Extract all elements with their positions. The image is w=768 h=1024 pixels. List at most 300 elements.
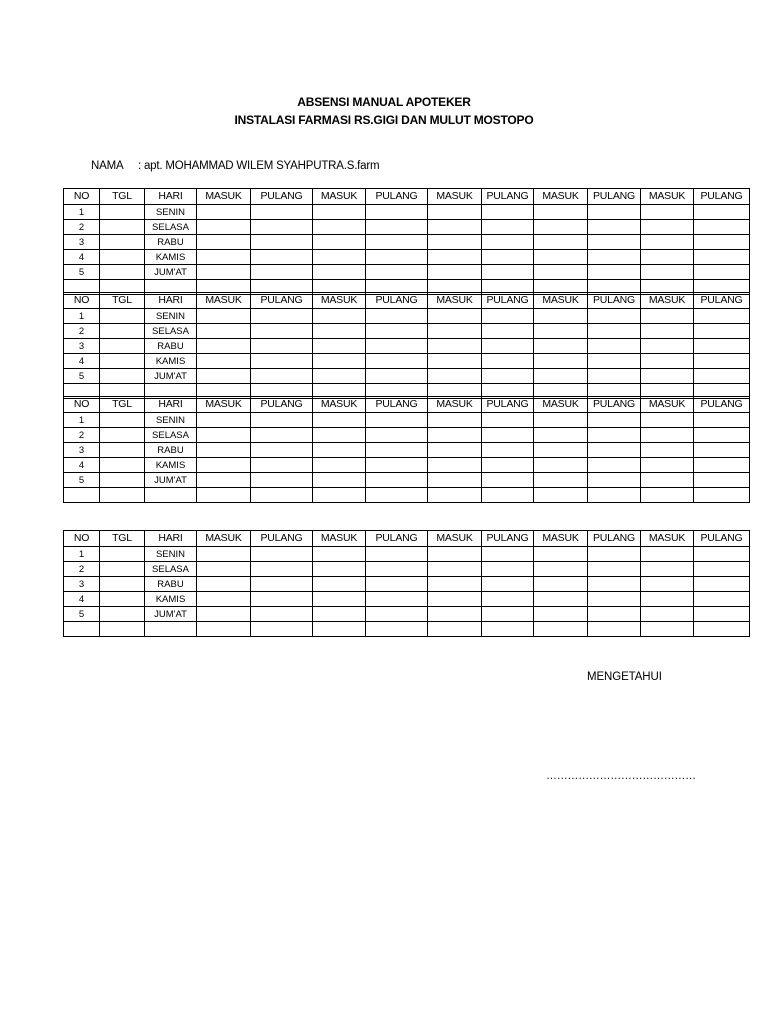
attendance-cell[interactable] xyxy=(694,592,750,607)
attendance-cell[interactable] xyxy=(694,265,750,280)
attendance-cell[interactable] xyxy=(534,265,588,280)
row-day: RABU xyxy=(145,577,197,592)
blank-cell[interactable] xyxy=(100,488,145,503)
attendance-cell[interactable] xyxy=(251,562,313,577)
attendance-cell[interactable] xyxy=(428,339,482,354)
blank-cell[interactable] xyxy=(366,622,428,637)
attendance-cell[interactable] xyxy=(588,547,641,562)
attendance-cell[interactable] xyxy=(588,428,641,443)
attendance-cell[interactable] xyxy=(588,577,641,592)
column-header: MASUK xyxy=(534,397,588,413)
attendance-cell[interactable] xyxy=(641,339,694,354)
attendance-cell[interactable] xyxy=(588,250,641,265)
attendance-cell[interactable] xyxy=(251,205,313,220)
attendance-cell[interactable] xyxy=(366,220,428,235)
attendance-cell[interactable] xyxy=(100,458,145,473)
attendance-cell[interactable] xyxy=(482,265,534,280)
column-header: MASUK xyxy=(641,189,694,205)
attendance-cell[interactable] xyxy=(534,607,588,622)
attendance-cell[interactable] xyxy=(588,458,641,473)
attendance-cell[interactable] xyxy=(313,607,366,622)
attendance-cell[interactable] xyxy=(694,547,750,562)
attendance-cell[interactable] xyxy=(313,220,366,235)
attendance-cell[interactable] xyxy=(588,413,641,428)
attendance-cell[interactable] xyxy=(641,354,694,369)
attendance-cell[interactable] xyxy=(313,235,366,250)
column-header: HARI xyxy=(145,293,197,309)
attendance-cell[interactable] xyxy=(251,577,313,592)
attendance-cell[interactable] xyxy=(534,547,588,562)
document-title: ABSENSI MANUAL APOTEKER xyxy=(297,95,471,109)
column-header: MASUK xyxy=(313,293,366,309)
attendance-cell[interactable] xyxy=(588,562,641,577)
attendance-cell[interactable] xyxy=(428,369,482,384)
attendance-cell[interactable] xyxy=(534,205,588,220)
row-number: 3 xyxy=(64,443,100,458)
attendance-cell[interactable] xyxy=(482,458,534,473)
attendance-cell[interactable] xyxy=(694,428,750,443)
blank-cell[interactable] xyxy=(100,622,145,637)
attendance-cell[interactable] xyxy=(641,205,694,220)
table-row xyxy=(64,220,750,235)
attendance-cell[interactable] xyxy=(313,547,366,562)
table-row xyxy=(64,458,750,473)
attendance-cell[interactable] xyxy=(694,443,750,458)
attendance-cell[interactable] xyxy=(534,473,588,488)
attendance-cell[interactable] xyxy=(100,473,145,488)
attendance-cell[interactable] xyxy=(428,458,482,473)
attendance-cell[interactable] xyxy=(428,309,482,324)
attendance-cell[interactable] xyxy=(482,577,534,592)
attendance-cell[interactable] xyxy=(100,205,145,220)
attendance-cell[interactable] xyxy=(428,473,482,488)
table-row xyxy=(64,547,750,562)
attendance-cell[interactable] xyxy=(588,339,641,354)
attendance-cell[interactable] xyxy=(588,220,641,235)
attendance-cell[interactable] xyxy=(694,473,750,488)
attendance-cell[interactable] xyxy=(100,413,145,428)
attendance-cell[interactable] xyxy=(482,235,534,250)
attendance-cell[interactable] xyxy=(313,369,366,384)
attendance-cell[interactable] xyxy=(482,354,534,369)
attendance-cell[interactable] xyxy=(313,309,366,324)
attendance-cell[interactable] xyxy=(428,265,482,280)
attendance-cell[interactable] xyxy=(534,354,588,369)
attendance-cell[interactable] xyxy=(482,250,534,265)
attendance-cell[interactable] xyxy=(641,458,694,473)
blank-cell[interactable] xyxy=(251,622,313,637)
attendance-cell[interactable] xyxy=(534,309,588,324)
attendance-cell[interactable] xyxy=(366,369,428,384)
attendance-cell[interactable] xyxy=(100,562,145,577)
attendance-cell[interactable] xyxy=(641,547,694,562)
attendance-cell[interactable] xyxy=(197,369,251,384)
attendance-cell[interactable] xyxy=(534,339,588,354)
attendance-cell[interactable] xyxy=(251,458,313,473)
attendance-cell[interactable] xyxy=(694,413,750,428)
attendance-cell[interactable] xyxy=(694,369,750,384)
row-number: 3 xyxy=(64,577,100,592)
attendance-cell[interactable] xyxy=(588,369,641,384)
attendance-cell[interactable] xyxy=(534,250,588,265)
row-day: SENIN xyxy=(145,309,197,324)
attendance-cell[interactable] xyxy=(534,443,588,458)
row-number: 5 xyxy=(64,369,100,384)
attendance-cell[interactable] xyxy=(694,607,750,622)
attendance-cell[interactable] xyxy=(428,607,482,622)
attendance-cell[interactable] xyxy=(313,339,366,354)
attendance-cell[interactable] xyxy=(100,354,145,369)
attendance-cell[interactable] xyxy=(588,324,641,339)
attendance-cell[interactable] xyxy=(197,205,251,220)
attendance-cell[interactable] xyxy=(313,443,366,458)
attendance-cell[interactable] xyxy=(313,562,366,577)
attendance-cell[interactable] xyxy=(197,250,251,265)
attendance-cell[interactable] xyxy=(482,369,534,384)
attendance-cell[interactable] xyxy=(366,413,428,428)
attendance-cell[interactable] xyxy=(197,547,251,562)
blank-row xyxy=(64,622,750,637)
attendance-cell[interactable] xyxy=(641,265,694,280)
attendance-cell[interactable] xyxy=(641,577,694,592)
attendance-cell[interactable] xyxy=(100,220,145,235)
attendance-cell[interactable] xyxy=(366,428,428,443)
attendance-cell[interactable] xyxy=(588,265,641,280)
attendance-cell[interactable] xyxy=(482,413,534,428)
attendance-cell[interactable] xyxy=(313,458,366,473)
blank-cell[interactable] xyxy=(641,622,694,637)
attendance-cell[interactable] xyxy=(197,458,251,473)
attendance-cell[interactable] xyxy=(694,354,750,369)
attendance-cell[interactable] xyxy=(694,562,750,577)
row-day: KAMIS xyxy=(145,354,197,369)
attendance-cell[interactable] xyxy=(251,473,313,488)
attendance-cell[interactable] xyxy=(251,250,313,265)
attendance-cell[interactable] xyxy=(197,309,251,324)
attendance-cell[interactable] xyxy=(588,443,641,458)
row-day: KAMIS xyxy=(145,458,197,473)
blank-cell[interactable] xyxy=(64,622,100,637)
attendance-cell[interactable] xyxy=(641,562,694,577)
attendance-cell[interactable] xyxy=(197,592,251,607)
column-header: MASUK xyxy=(641,397,694,413)
attendance-cell[interactable] xyxy=(641,413,694,428)
row-number: 5 xyxy=(64,265,100,280)
blank-cell[interactable] xyxy=(64,488,100,503)
blank-cell[interactable] xyxy=(534,488,588,503)
attendance-cell[interactable] xyxy=(428,324,482,339)
blank-cell[interactable] xyxy=(145,622,197,637)
attendance-cell[interactable] xyxy=(313,265,366,280)
attendance-cell[interactable] xyxy=(100,607,145,622)
blank-cell[interactable] xyxy=(313,622,366,637)
attendance-cell[interactable] xyxy=(428,443,482,458)
column-header: MASUK xyxy=(428,397,482,413)
attendance-cell[interactable] xyxy=(251,443,313,458)
attendance-cell[interactable] xyxy=(197,473,251,488)
column-header: MASUK xyxy=(534,531,588,547)
column-header: PULANG xyxy=(694,531,750,547)
attendance-cell[interactable] xyxy=(313,413,366,428)
attendance-cell[interactable] xyxy=(366,592,428,607)
attendance-cell[interactable] xyxy=(428,577,482,592)
row-day: SELASA xyxy=(145,324,197,339)
row-day: RABU xyxy=(145,235,197,250)
attendance-cell[interactable] xyxy=(251,220,313,235)
attendance-cell[interactable] xyxy=(428,547,482,562)
attendance-cell[interactable] xyxy=(641,324,694,339)
attendance-cell[interactable] xyxy=(534,592,588,607)
column-header: MASUK xyxy=(313,397,366,413)
blank-cell[interactable] xyxy=(366,488,428,503)
attendance-cell[interactable] xyxy=(428,205,482,220)
blank-cell[interactable] xyxy=(428,488,482,503)
attendance-cell[interactable] xyxy=(197,265,251,280)
attendance-cell[interactable] xyxy=(641,607,694,622)
attendance-cell[interactable] xyxy=(694,235,750,250)
attendance-cell[interactable] xyxy=(694,205,750,220)
attendance-cell[interactable] xyxy=(534,413,588,428)
blank-cell[interactable] xyxy=(251,488,313,503)
blank-cell[interactable] xyxy=(588,622,641,637)
attendance-cell[interactable] xyxy=(588,309,641,324)
column-header: TGL xyxy=(100,531,145,547)
row-day: SENIN xyxy=(145,413,197,428)
attendance-cell[interactable] xyxy=(197,413,251,428)
attendance-cell[interactable] xyxy=(366,547,428,562)
table-row xyxy=(64,205,750,220)
blank-cell[interactable] xyxy=(534,622,588,637)
attendance-cell[interactable] xyxy=(588,607,641,622)
attendance-cell[interactable] xyxy=(641,250,694,265)
table-header-row xyxy=(64,293,750,309)
attendance-cell[interactable] xyxy=(428,428,482,443)
attendance-cell[interactable] xyxy=(100,592,145,607)
attendance-cell[interactable] xyxy=(251,547,313,562)
blank-cell[interactable] xyxy=(145,488,197,503)
attendance-cell[interactable] xyxy=(251,592,313,607)
attendance-cell[interactable] xyxy=(428,413,482,428)
attendance-table xyxy=(63,530,750,637)
attendance-cell[interactable] xyxy=(641,592,694,607)
attendance-cell[interactable] xyxy=(694,458,750,473)
attendance-cell[interactable] xyxy=(197,607,251,622)
attendance-cell[interactable] xyxy=(641,220,694,235)
attendance-cell[interactable] xyxy=(100,309,145,324)
table-row xyxy=(64,607,750,622)
attendance-cell[interactable] xyxy=(100,577,145,592)
attendance-cell[interactable] xyxy=(641,443,694,458)
attendance-cell[interactable] xyxy=(313,577,366,592)
blank-cell[interactable] xyxy=(482,488,534,503)
attendance-cell[interactable] xyxy=(366,250,428,265)
attendance-cell[interactable] xyxy=(366,607,428,622)
attendance-cell[interactable] xyxy=(588,205,641,220)
blank-cell[interactable] xyxy=(313,488,366,503)
attendance-cell[interactable] xyxy=(313,428,366,443)
attendance-cell[interactable] xyxy=(482,309,534,324)
attendance-cell[interactable] xyxy=(251,235,313,250)
attendance-cell[interactable] xyxy=(482,324,534,339)
attendance-cell[interactable] xyxy=(251,369,313,384)
attendance-cell[interactable] xyxy=(197,562,251,577)
attendance-cell[interactable] xyxy=(482,547,534,562)
attendance-cell[interactable] xyxy=(482,473,534,488)
column-header: PULANG xyxy=(588,531,641,547)
attendance-cell[interactable] xyxy=(482,220,534,235)
table-row xyxy=(64,413,750,428)
attendance-cell[interactable] xyxy=(534,220,588,235)
attendance-cell[interactable] xyxy=(534,458,588,473)
attendance-cell[interactable] xyxy=(251,309,313,324)
blank-cell[interactable] xyxy=(482,622,534,637)
attendance-cell[interactable] xyxy=(366,324,428,339)
attendance-cell[interactable] xyxy=(588,473,641,488)
attendance-cell[interactable] xyxy=(428,220,482,235)
attendance-cell[interactable] xyxy=(313,250,366,265)
column-header: PULANG xyxy=(251,293,313,309)
attendance-cell[interactable] xyxy=(366,265,428,280)
attendance-table xyxy=(63,292,750,399)
attendance-cell[interactable] xyxy=(366,235,428,250)
attendance-cell[interactable] xyxy=(251,428,313,443)
attendance-cell[interactable] xyxy=(694,220,750,235)
attendance-cell[interactable] xyxy=(197,339,251,354)
column-header: TGL xyxy=(100,189,145,205)
attendance-cell[interactable] xyxy=(482,443,534,458)
attendance-cell[interactable] xyxy=(197,235,251,250)
table-header-row xyxy=(64,397,750,413)
attendance-cell[interactable] xyxy=(534,577,588,592)
attendance-cell[interactable] xyxy=(366,562,428,577)
attendance-cell[interactable] xyxy=(313,354,366,369)
attendance-cell[interactable] xyxy=(366,443,428,458)
attendance-cell[interactable] xyxy=(100,369,145,384)
column-header: MASUK xyxy=(641,531,694,547)
attendance-cell[interactable] xyxy=(428,562,482,577)
attendance-cell[interactable] xyxy=(251,607,313,622)
attendance-cell[interactable] xyxy=(694,339,750,354)
attendance-cell[interactable] xyxy=(428,250,482,265)
attendance-cell[interactable] xyxy=(366,473,428,488)
column-header: PULANG xyxy=(694,293,750,309)
attendance-cell[interactable] xyxy=(482,428,534,443)
attendance-cell[interactable] xyxy=(366,309,428,324)
column-header: MASUK xyxy=(534,293,588,309)
attendance-cell[interactable] xyxy=(482,205,534,220)
attendance-cell[interactable] xyxy=(534,324,588,339)
attendance-cell[interactable] xyxy=(313,324,366,339)
blank-cell[interactable] xyxy=(694,622,750,637)
attendance-cell[interactable] xyxy=(482,562,534,577)
attendance-cell[interactable] xyxy=(482,607,534,622)
attendance-cell[interactable] xyxy=(366,354,428,369)
attendance-cell[interactable] xyxy=(641,473,694,488)
attendance-cell[interactable] xyxy=(366,339,428,354)
blank-cell[interactable] xyxy=(428,622,482,637)
table-row xyxy=(64,354,750,369)
attendance-cell[interactable] xyxy=(428,235,482,250)
attendance-cell[interactable] xyxy=(100,443,145,458)
attendance-cell[interactable] xyxy=(482,339,534,354)
blank-cell[interactable] xyxy=(588,488,641,503)
blank-cell[interactable] xyxy=(197,488,251,503)
attendance-cell[interactable] xyxy=(641,235,694,250)
attendance-cell[interactable] xyxy=(534,562,588,577)
column-header: PULANG xyxy=(251,531,313,547)
attendance-cell[interactable] xyxy=(197,354,251,369)
attendance-cell[interactable] xyxy=(100,235,145,250)
attendance-cell[interactable] xyxy=(251,339,313,354)
attendance-cell[interactable] xyxy=(428,354,482,369)
attendance-cell[interactable] xyxy=(251,265,313,280)
attendance-cell[interactable] xyxy=(100,428,145,443)
attendance-cell[interactable] xyxy=(366,458,428,473)
attendance-cell[interactable] xyxy=(366,205,428,220)
attendance-cell[interactable] xyxy=(641,428,694,443)
attendance-cell[interactable] xyxy=(694,577,750,592)
attendance-cell[interactable] xyxy=(100,324,145,339)
attendance-cell[interactable] xyxy=(100,250,145,265)
blank-cell[interactable] xyxy=(694,488,750,503)
acknowledge-label: MENGETAHUI xyxy=(587,671,662,683)
column-header: PULANG xyxy=(251,397,313,413)
column-header: MASUK xyxy=(428,531,482,547)
attendance-cell[interactable] xyxy=(588,235,641,250)
attendance-cell[interactable] xyxy=(482,592,534,607)
attendance-cell[interactable] xyxy=(534,235,588,250)
row-number: 3 xyxy=(64,339,100,354)
blank-cell[interactable] xyxy=(197,622,251,637)
attendance-cell[interactable] xyxy=(313,205,366,220)
attendance-cell[interactable] xyxy=(251,324,313,339)
attendance-cell[interactable] xyxy=(100,339,145,354)
table-row xyxy=(64,369,750,384)
attendance-cell[interactable] xyxy=(197,428,251,443)
column-header: HARI xyxy=(145,397,197,413)
attendance-cell[interactable] xyxy=(641,369,694,384)
column-header: HARI xyxy=(145,531,197,547)
attendance-cell[interactable] xyxy=(588,354,641,369)
attendance-cell[interactable] xyxy=(197,443,251,458)
table-row xyxy=(64,592,750,607)
attendance-cell[interactable] xyxy=(197,220,251,235)
attendance-cell[interactable] xyxy=(694,324,750,339)
column-header: PULANG xyxy=(482,293,534,309)
blank-cell[interactable] xyxy=(641,488,694,503)
column-header: PULANG xyxy=(482,397,534,413)
attendance-cell[interactable] xyxy=(251,354,313,369)
attendance-cell[interactable] xyxy=(197,577,251,592)
attendance-cell[interactable] xyxy=(534,428,588,443)
attendance-cell[interactable] xyxy=(100,265,145,280)
column-header: MASUK xyxy=(313,189,366,205)
attendance-cell[interactable] xyxy=(100,547,145,562)
attendance-cell[interactable] xyxy=(197,324,251,339)
attendance-cell[interactable] xyxy=(588,592,641,607)
attendance-cell[interactable] xyxy=(366,577,428,592)
attendance-table xyxy=(63,188,750,295)
column-header: PULANG xyxy=(694,397,750,413)
attendance-cell[interactable] xyxy=(534,369,588,384)
attendance-cell[interactable] xyxy=(313,473,366,488)
attendance-cell[interactable] xyxy=(313,592,366,607)
attendance-cell[interactable] xyxy=(694,309,750,324)
attendance-cell[interactable] xyxy=(428,592,482,607)
attendance-cell[interactable] xyxy=(641,309,694,324)
attendance-cell[interactable] xyxy=(251,413,313,428)
attendance-cell[interactable] xyxy=(694,250,750,265)
